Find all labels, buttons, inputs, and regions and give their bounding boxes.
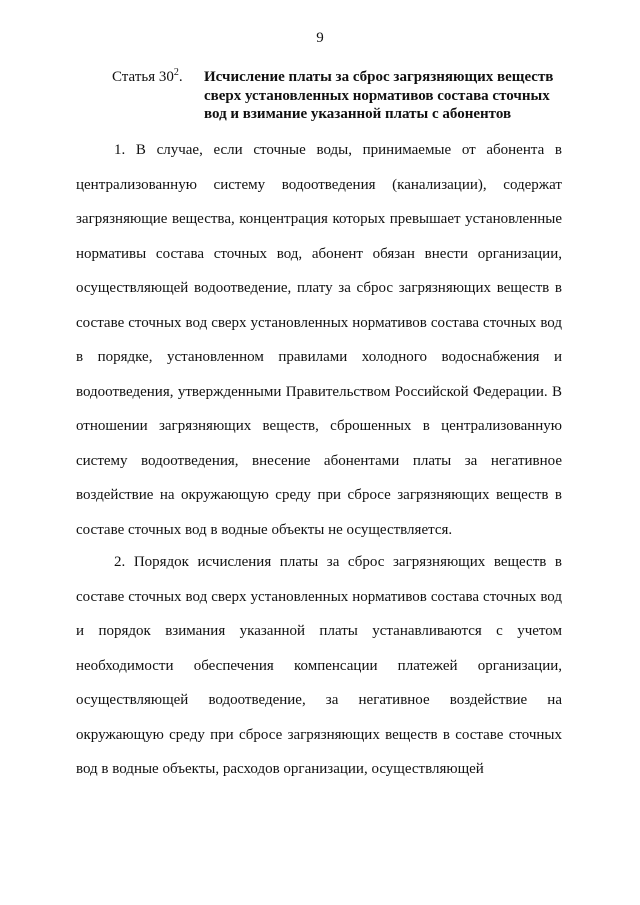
article-title: Исчисление платы за сброс загрязняющих веществ сверх установленных нормативов состава сточных вод и взимание указанной платы с абонентов	[204, 69, 554, 122]
article-label-superscript: 2	[173, 67, 179, 78]
article-label-text: Статья 30	[112, 69, 174, 85]
article-label	[112, 68, 204, 124]
paragraph-2: 2. Порядок исчисления платы за сброс загрязняющих веществ в составе сточных вод сверх установленных нормативов состава сточных вод и порядок взимания указанной платы устанавливаются с учетом необходимости обеспечения компенсации платежей организации, осуществляющей водоотведение, за негативное воздействие на окружающую среду при сбросе загрязняющих веществ в составе сточных вод в водные объекты, расходов организации, осуществляющей	[76, 554, 562, 777]
page-number: 9	[316, 30, 324, 46]
article-heading	[112, 68, 582, 124]
paragraph-1: 1. В случае, если сточные воды, принимаемые от абонента в централизованную систему водоотведения (канализации), содержат загрязняющие вещества, концентрация которых превышает установленные нормативы состава сточных вод, абонент обязан внести организации, осуществляющей водоотведение, плату за сброс загрязняющих веществ в составе сточных вод сверх установленных нормативов состава сточных вод в порядке, установленном правилами холодного водоснабжения и водоотведения, утвержденными Правительством Российской Федерации. В отношении загрязняющих веществ, сброшенных в централизованную систему водоотведения, внесение абонентами платы за негативное воздействие на окружающую среду при сбросе загрязняющих веществ в составе сточных вод в водные объекты не осуществляется.	[76, 142, 562, 538]
article-label-suffix: .	[178, 69, 183, 85]
